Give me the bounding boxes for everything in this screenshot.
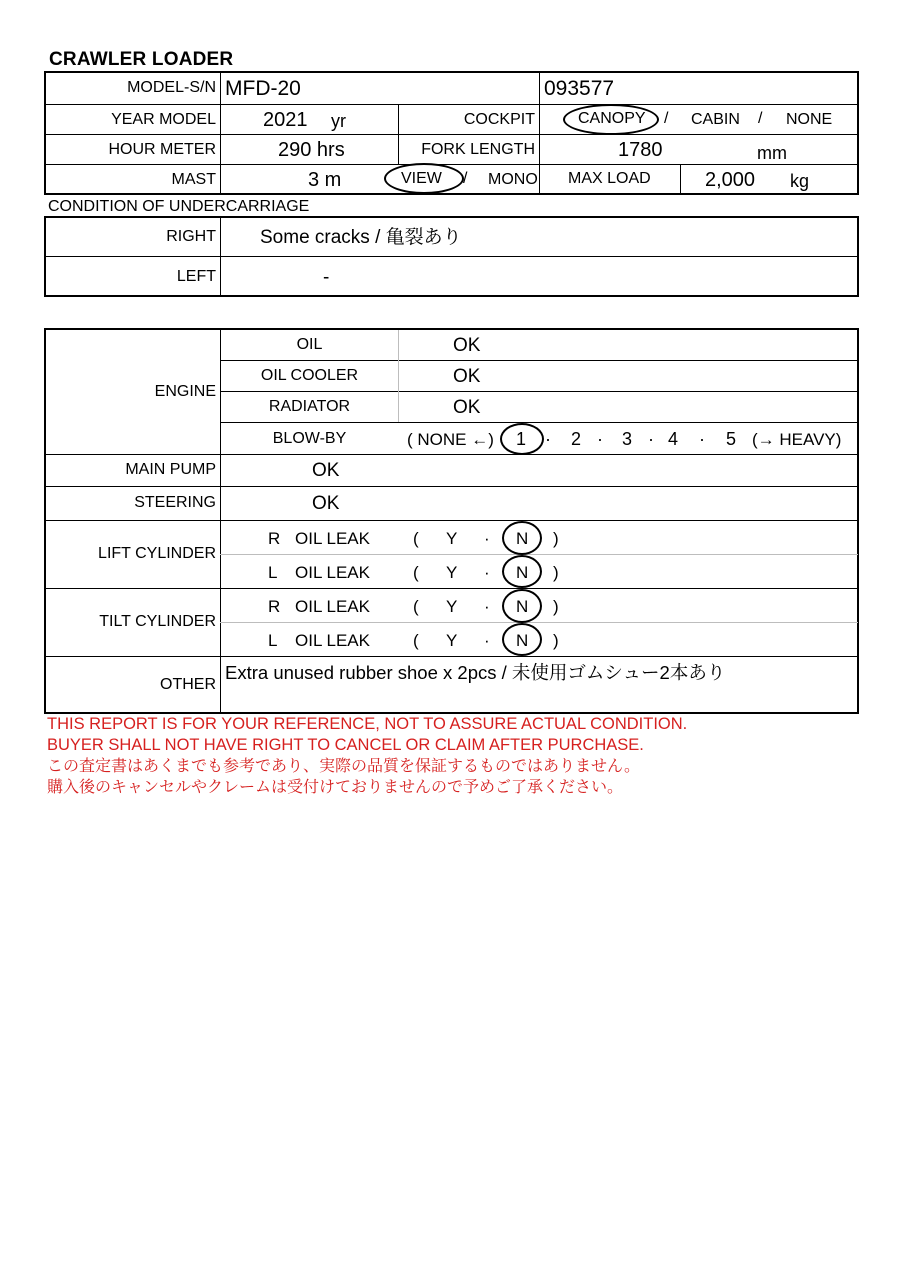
leak-side: R [268, 529, 281, 548]
year-model-label: YEAR MODEL [111, 111, 216, 128]
leak-open-paren: ( [413, 563, 419, 582]
leak-option-n: N [516, 597, 529, 616]
fork-length-label: FORK LENGTH [421, 141, 535, 158]
undercarriage-right-label: RIGHT [166, 228, 216, 245]
leak-open-paren: ( [413, 631, 419, 650]
oil-cooler-label: OIL COOLER [260, 367, 359, 384]
radiator-value: OK [453, 397, 481, 418]
cockpit-option-none: NONE [786, 111, 833, 128]
cockpit-label: COCKPIT [463, 111, 535, 128]
leak-close-paren: ) [553, 597, 559, 616]
other-value: Extra unused rubber shoe x 2pcs / 未使用ゴムシュー2本あり [225, 662, 726, 683]
leak-option-n: N [516, 529, 529, 548]
leak-dot: · [484, 597, 490, 616]
hour-meter-value: 290 hrs [278, 139, 345, 161]
steering-value: OK [312, 493, 340, 514]
undercarriage-left-label: LEFT [176, 268, 216, 285]
disclaimer-line-1: THIS REPORT IS FOR YOUR REFERENCE, NOT TO ASSURE ACTUAL CONDITION. [47, 715, 688, 733]
leak-side: L [268, 563, 278, 582]
blow-by-dot-2: · [597, 429, 603, 449]
blow-by-level-5: 5 [726, 429, 737, 449]
undercarriage-right-value: Some cracks / 亀裂あり [260, 227, 462, 248]
mast-separator: / [463, 170, 468, 187]
blow-by-dot-4: · [699, 429, 705, 449]
cockpit-option-cabin: CABIN [691, 111, 740, 128]
year-value: 2021 [263, 109, 308, 131]
blow-by-level-2: 2 [571, 429, 582, 449]
other-label: OTHER [160, 676, 216, 693]
blow-by-level-4: 4 [668, 429, 679, 449]
main-pump-label: MAIN PUMP [125, 461, 216, 478]
disclaimer-line-4: 購入後のキャンセルやクレームは受付けておりませんので予めご了承ください。 [47, 779, 624, 796]
leak-side: L [268, 631, 278, 650]
mast-option-mono: MONO [488, 171, 538, 188]
leak-close-paren: ) [553, 563, 559, 582]
serial-value: 093577 [544, 77, 615, 100]
year-unit: yr [331, 111, 346, 131]
disclaimer-line-2: BUYER SHALL NOT HAVE RIGHT TO CANCEL OR CLAIM AFTER PURCHASE. [47, 736, 644, 754]
oil-label: OIL [296, 336, 323, 353]
leak-option-n: N [516, 563, 529, 582]
max-load-unit: kg [790, 171, 810, 191]
tilt-cylinder-label: TILT CYLINDER [99, 613, 216, 630]
main-pump-value: OK [312, 460, 340, 481]
report-title: CRAWLER LOADER [49, 49, 234, 70]
mast-value: 3 m [308, 169, 342, 191]
leak-label: OIL LEAK [295, 529, 370, 548]
leak-close-paren: ) [553, 529, 559, 548]
leak-dot: · [484, 563, 490, 582]
max-load-value: 2,000 [705, 169, 756, 191]
oil-value: OK [453, 335, 481, 356]
blow-by-heavy-end: (→ HEAVY) [752, 430, 842, 449]
blow-by-level-3: 3 [622, 429, 633, 449]
leak-label: OIL LEAK [295, 631, 370, 650]
hour-meter-label: HOUR METER [108, 141, 216, 158]
mast-label: MAST [171, 171, 216, 188]
leak-dot: · [484, 631, 490, 650]
model-value: MFD-20 [225, 77, 301, 100]
mast-option-view: VIEW [401, 170, 442, 187]
blow-by-none-end: ( NONE ←) [407, 430, 494, 449]
leak-option-y: Y [446, 529, 458, 548]
max-load-label: MAX LOAD [568, 170, 651, 187]
undercarriage-left-value: - [323, 267, 330, 288]
leak-open-paren: ( [413, 597, 419, 616]
leak-option-n: N [516, 631, 529, 650]
leak-close-paren: ) [553, 631, 559, 650]
cockpit-option-canopy: CANOPY [578, 110, 646, 127]
leak-label: OIL LEAK [295, 597, 370, 616]
leak-option-y: Y [446, 563, 458, 582]
leak-side: R [268, 597, 281, 616]
undercarriage-heading: CONDITION OF UNDERCARRIAGE [48, 198, 310, 215]
model-sn-label: MODEL-S/N [127, 79, 216, 96]
blow-by-dot-3: · [648, 429, 654, 449]
disclaimer-line-3: この査定書はあくまでも参考であり、実際の品質を保証するものではありません。 [47, 758, 640, 775]
blow-by-label: BLOW-BY [272, 430, 347, 447]
radiator-label: RADIATOR [268, 398, 351, 415]
engine-label: ENGINE [154, 383, 216, 400]
oil-cooler-value: OK [453, 366, 481, 387]
fork-length-value: 1780 [618, 139, 663, 161]
cockpit-separator: / [664, 110, 669, 127]
fork-length-unit: mm [757, 143, 787, 163]
leak-option-y: Y [446, 597, 458, 616]
blow-by-level-1: 1 [516, 429, 527, 449]
steering-label: STEERING [134, 494, 216, 511]
leak-dot: · [484, 529, 490, 548]
leak-option-y: Y [446, 631, 458, 650]
leak-label: OIL LEAK [295, 563, 370, 582]
lift-cylinder-label: LIFT CYLINDER [98, 545, 216, 562]
cockpit-separator-2: / [758, 110, 763, 127]
leak-open-paren: ( [413, 529, 419, 548]
blow-by-dot-1: · [545, 429, 551, 449]
